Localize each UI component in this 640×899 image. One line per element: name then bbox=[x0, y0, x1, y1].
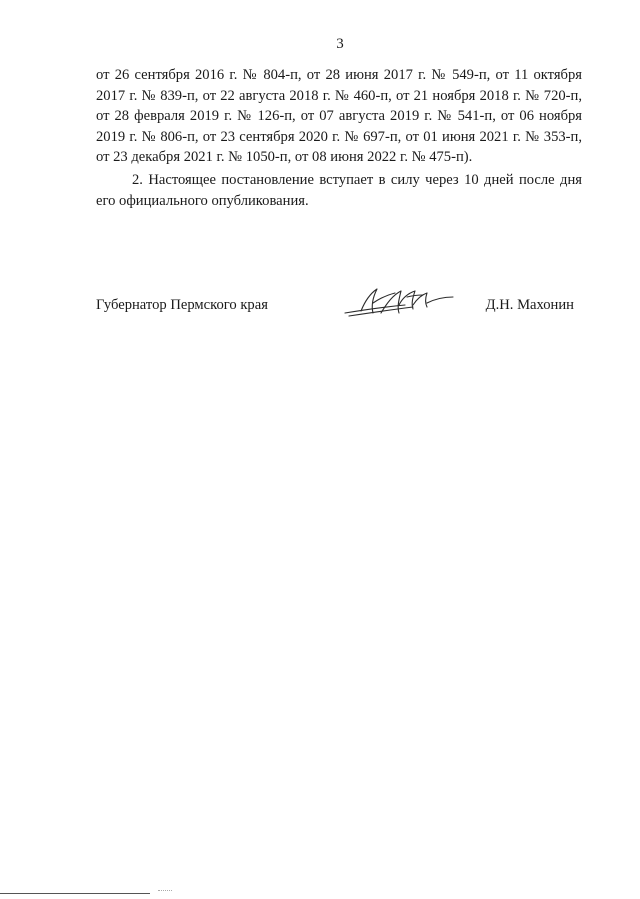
handwritten-signature-icon bbox=[343, 283, 463, 323]
signer-name: Д.Н. Махонин bbox=[485, 297, 574, 313]
signature-block bbox=[96, 297, 582, 327]
page-number: 3 bbox=[336, 36, 344, 52]
document-body bbox=[96, 65, 582, 211]
footer-mark bbox=[158, 890, 172, 891]
paragraph-amendments-list: от 26 сентября 2016 г. № 804-п, от 28 июня 2017 г. № 549-п, от 11 октября 2017 г. № 839-п, от 22 августа 2018 г. № 460-п, от 21 ноября 2018 г. № 720-п, от 28 февраля 2019 г. № 126-п, от 07 августа 2019 г. № 541-п, от 06 ноября 2019 г. № 806-п, от 23 сентября 2020 г. № 697-п, от 01 июня 2021 г. № 353-п, от 23 декабря 2021 г. № 1050-п, от 08 июня 2022 г. № 475-п). bbox=[96, 67, 582, 166]
signer-position: Губернатор Пермского края bbox=[96, 297, 268, 313]
footer-rule bbox=[0, 893, 150, 894]
paragraph-effective-date: 2. Настоящее постановление вступает в силу через 10 дней после дня его официального опубликования. bbox=[96, 171, 582, 209]
